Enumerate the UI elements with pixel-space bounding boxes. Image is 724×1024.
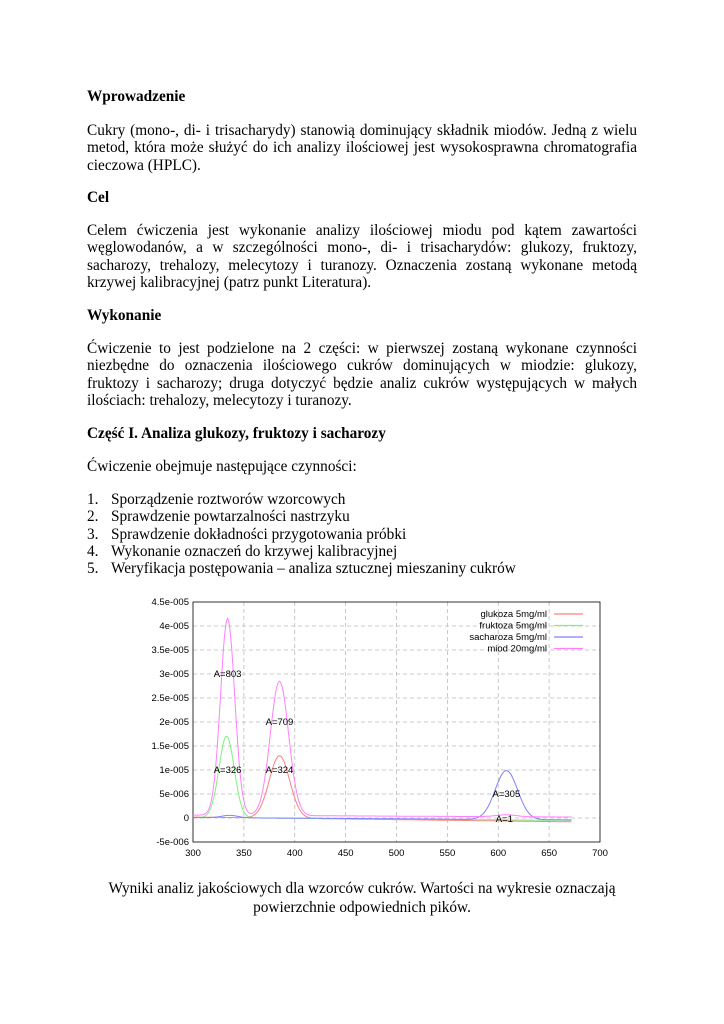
goal-paragraph: Celem ćwiczenia jest wykonanie analizy ilościowej miodu pod kątem zawartości węglowodanów, a w szczególności mono-, di- i trisacharydów: glukozy, fruktozy, sacharozy, trehalozy, melecytozy i turanozy. Oznaczenia zostaną wykonane metodą krzywej kalibracyjnej (patrz punkt Literatura). <box>87 222 637 291</box>
step-text: Wykonanie oznaczeń do krzywej kalibracyjnej <box>111 542 398 560</box>
list-item <box>87 508 637 525</box>
y-tick-label: 4.5e-005 <box>151 597 189 608</box>
step-number: 5. <box>87 560 99 578</box>
heading-cel: Cel <box>87 189 110 206</box>
x-tick-label: 700 <box>592 848 608 859</box>
y-tick-label: 1e-005 <box>159 765 189 776</box>
step-number: 2. <box>87 508 99 526</box>
peak-area-label: A=326 <box>213 765 242 776</box>
y-tick-label: 3.5e-005 <box>151 645 189 656</box>
chromatogram-chart <box>140 592 610 872</box>
step-number: 4. <box>87 542 99 560</box>
step-text: Sprawdzenie powtarzalności nastrzyku <box>111 508 350 526</box>
intro-paragraph: Cukry (mono-, di- i trisacharydy) stanowią dominujący składnik miodów. Jedną z wielu metod, która może służyć do ich analizy ilościowej jest wysokosprawna chromatografia cieczowa (HPLC). <box>87 122 637 174</box>
x-tick-label: 500 <box>388 848 405 859</box>
heading-wprowadzenie: Wprowadzenie <box>87 88 186 105</box>
step-number: 1. <box>87 491 99 508</box>
y-tick-label: 2e-005 <box>159 717 189 728</box>
list-item <box>87 491 637 508</box>
peak-area-label: A=803 <box>213 669 242 680</box>
list-item <box>87 543 637 560</box>
peak-area-label: A=1 <box>495 813 513 825</box>
x-tick-label: 350 <box>235 848 252 859</box>
peak-area-label: A=305 <box>492 789 521 800</box>
y-tick-label: 5e-006 <box>159 789 189 800</box>
x-tick-label: 300 <box>185 848 201 859</box>
list-item <box>87 560 637 577</box>
step-text: Sprawdzenie dokładności przygotowania próbki <box>111 525 407 543</box>
y-tick-label: 2.5e-005 <box>151 693 189 704</box>
step-text: Sporządzenie roztworów wzorcowych <box>111 491 346 508</box>
y-tick-label: 4e-005 <box>159 621 189 632</box>
y-tick-label: -5e-006 <box>156 837 189 848</box>
x-tick-label: 600 <box>490 848 507 859</box>
x-tick-label: 450 <box>337 848 354 859</box>
part1-intro: Ćwiczenie obejmuje następujące czynności: <box>87 458 357 475</box>
steps-list <box>87 491 637 577</box>
heading-wykonanie: Wykonanie <box>87 307 162 324</box>
chart-caption: Wyniki analiz jakościowych dla wzorców cukrów. Wartości na wykresie oznaczają powierzchnie odpowiednich pików. <box>108 880 616 916</box>
list-item <box>87 526 637 543</box>
exec-paragraph: Ćwiczenie to jest podzielone na 2 części: w pierwszej zostaną wykonane czynności niezbędne do oznaczenia ilościowego cukrów dominujących w miodzie: glukozy, fruktozy i sacharozy; druga dotyczyć będzie analiz cukrów występujących w małych ilościach: trehalozy, melecytozy i turanozy. <box>87 340 637 409</box>
legend-label: sacharoza 5mg/ml <box>469 632 547 643</box>
legend-label: fruktoza 5mg/ml <box>479 620 547 632</box>
y-tick-label: 1.5e-005 <box>151 741 189 752</box>
step-number: 3. <box>87 525 99 543</box>
heading-part1: Część I. Analiza glukozy, fruktozy i sacharozy <box>87 425 386 442</box>
peak-area-label: A=709 <box>265 717 294 728</box>
step-text: Weryfikacja postępowania – analiza sztucznej mieszaniny cukrów <box>111 560 516 578</box>
x-tick-label: 400 <box>286 848 303 859</box>
legend-label: miod 20mg/ml <box>487 643 547 655</box>
peak-area-label: A=324 <box>265 765 294 776</box>
x-tick-label: 550 <box>439 848 456 859</box>
y-tick-label: 3e-005 <box>159 669 189 680</box>
series-line-fruktoza <box>193 736 572 820</box>
y-tick-label: 0 <box>183 813 189 824</box>
x-tick-label: 650 <box>541 848 558 859</box>
legend-label: glukoza 5mg/ml <box>480 609 547 620</box>
